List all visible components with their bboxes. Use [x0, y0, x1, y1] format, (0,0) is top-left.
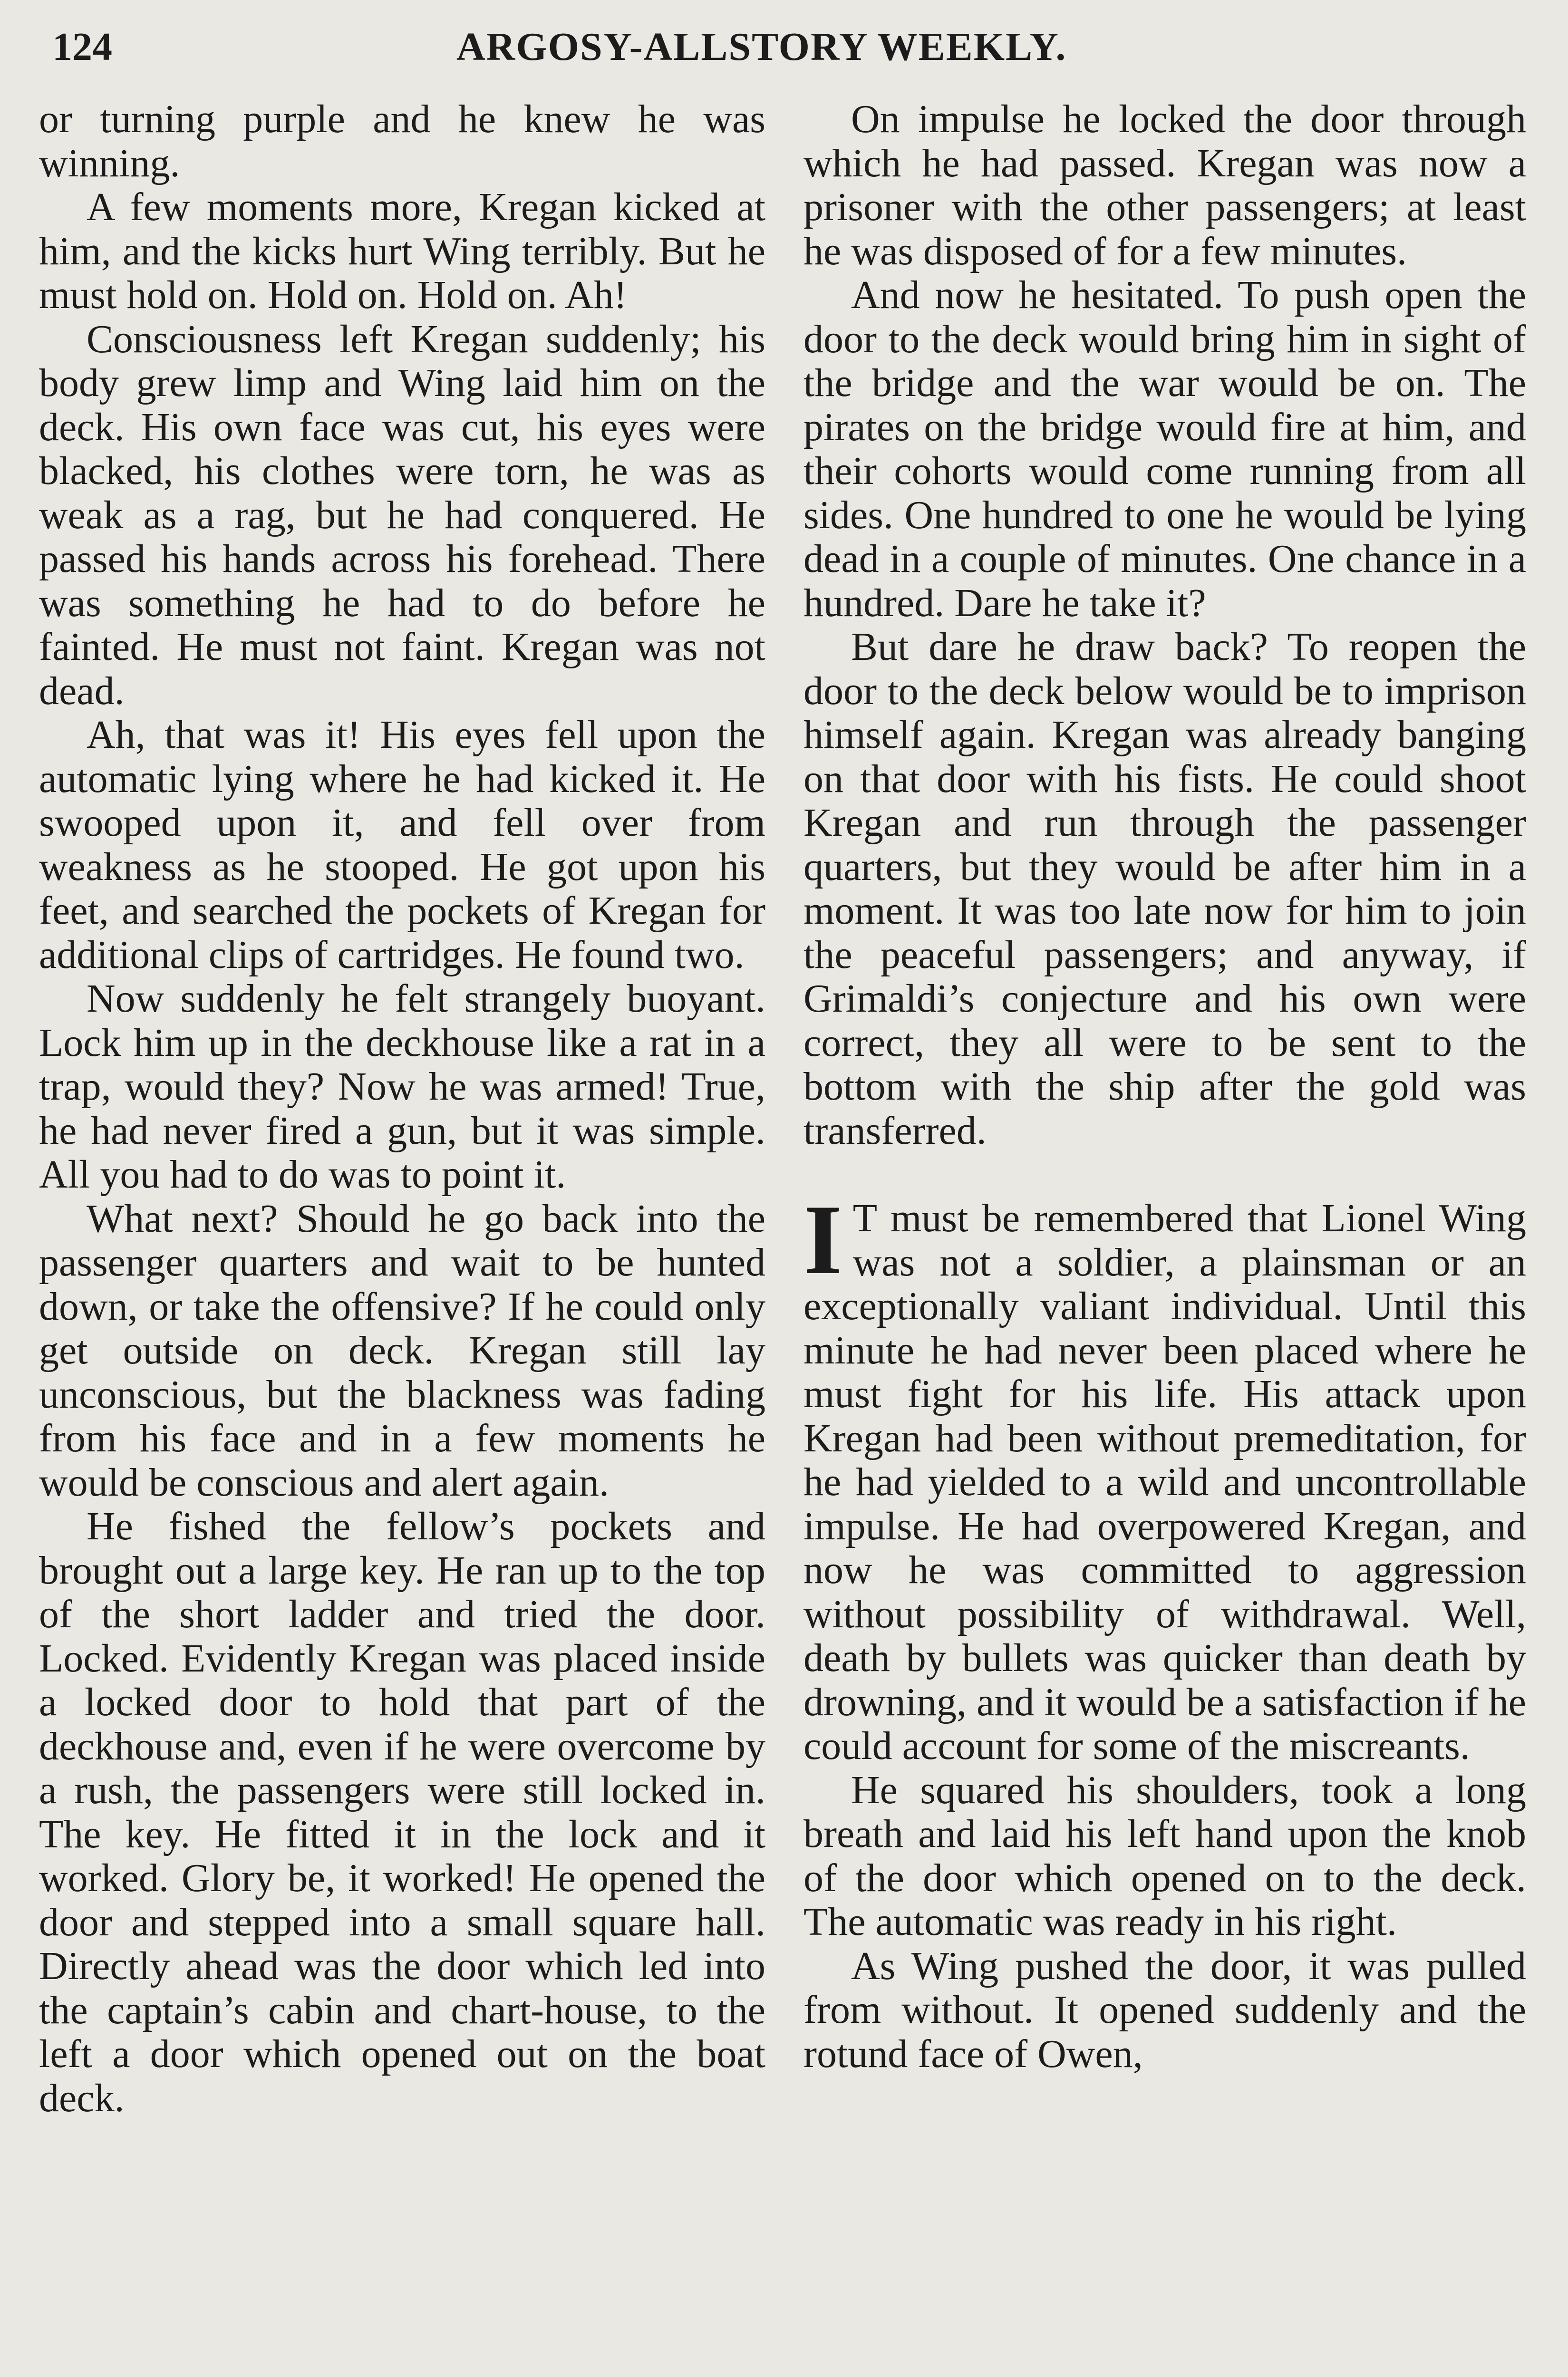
paragraph: But dare he draw back? To reopen the door to the deck below would be to imprison himself again. Kregan was already banging on that door with his fists. He could shoot Kregan and run through the passenger quarters, but they would be after him in a moment. It was too late now for him to join the peaceful passengers; and anyway, if Grimaldi’s conjecture and his own were correct, they all were to be sent to the bottom with the ship after the gold was transferred. — [803, 625, 1526, 1153]
right-column — [803, 97, 1526, 2076]
page-number: 124 — [52, 25, 112, 69]
page-header — [52, 19, 1501, 81]
paragraph: A few moments more, Kregan kicked at him, and the kicks hurt Wing terribly. But he must hold on. Hold on. Hold on. Ah! — [39, 185, 765, 317]
paragraph: or turning purple and he knew he was winning. — [39, 97, 765, 185]
paragraph: What next? Should he go back into the passenger quarters and wait to be hunted down, or take the offensive? If he could only get outside on deck. Kregan still lay unconscious, but the blackness was fading from his face and in a few moments he would be conscious and alert again. — [39, 1196, 765, 1505]
running-title: ARGOSY-ALLSTORY WEEKLY. — [456, 25, 1067, 69]
paragraph: He fished the fellow’s pockets and brought out a large key. He ran up to the top of the short ladder and tried the door. Locked. Evidently Kregan was placed inside a locked door to hold that part of the deckhouse and, even if he were overcome by a rush, the passengers were still locked in. The key. He fitted it in the lock and it worked. Glory be, it worked! He opened the door and stepped into a small square hall. Directly ahead was the door which led into the captain’s cabin and chart-house, to the left a door which opened out on the boat deck. — [39, 1504, 765, 2120]
paragraph: Consciousness left Kregan suddenly; his body grew limp and Wing laid him on the deck. His own face was cut, his eyes were blacked, his clothes were torn, he was as weak as a rag, but he had conquered. He passed his hands across his forehead. There was something he had to do before he fainted. He must not faint. Kregan was not dead. — [39, 317, 765, 713]
paragraph: On impulse he locked the door through which he had passed. Kregan was now a prisoner with the other passengers; at least he was disposed of for a few minutes. — [803, 97, 1526, 273]
paragraph: He squared his shoulders, took a long breath and laid his left hand upon the knob of the door which opened on to the deck. The automatic was ready in his right. — [803, 1768, 1526, 1944]
left-column — [39, 97, 765, 2120]
drop-cap: I — [803, 1185, 842, 1295]
paragraph: And now he hesitated. To push open the door to the deck would bring him in sight of the bridge and the war would be on. The pirates on the bridge would fire at him, and their cohorts would come running from all sides. One hundred to one he would be lying dead in a couple of minutes. One chance in a hundred. Dare he take it? — [803, 273, 1526, 625]
paragraph: Now suddenly he felt strangely buoyant. Lock him up in the deckhouse like a rat in a trap, would they? Now he was armed! True, he had never fired a gun, but it was simple. All you had to do was to point it. — [39, 976, 765, 1197]
paragraph: As Wing pushed the door, it was pulled from without. It opened suddenly and the rotund face of Owen, — [803, 1943, 1526, 2076]
section-first-text: T must be remembered that Lionel Wing was not a soldier, a plainsman or an exceptionally valiant individual. Until this minute he had never been placed where he must fight for his life. His attack upon Kregan had been without premeditation, for he had yielded to a wild and uncontrollable impulse. He had overpowered Kregan, and now he was committed to aggression without possibility of withdrawal. Well, death by bullets was quicker than death by drowning, and it would be a satisfaction if he could account for some of the miscreants. — [803, 1196, 1526, 1768]
section-opening-paragraph — [803, 1185, 1526, 1768]
paragraph: Ah, that was it! His eyes fell upon the automatic lying where he had kicked it. He swooped upon it, and fell over from weakness as he stooped. He got upon his feet, and searched the pockets of Kregan for additional clips of cartridges. He found two. — [39, 713, 765, 977]
